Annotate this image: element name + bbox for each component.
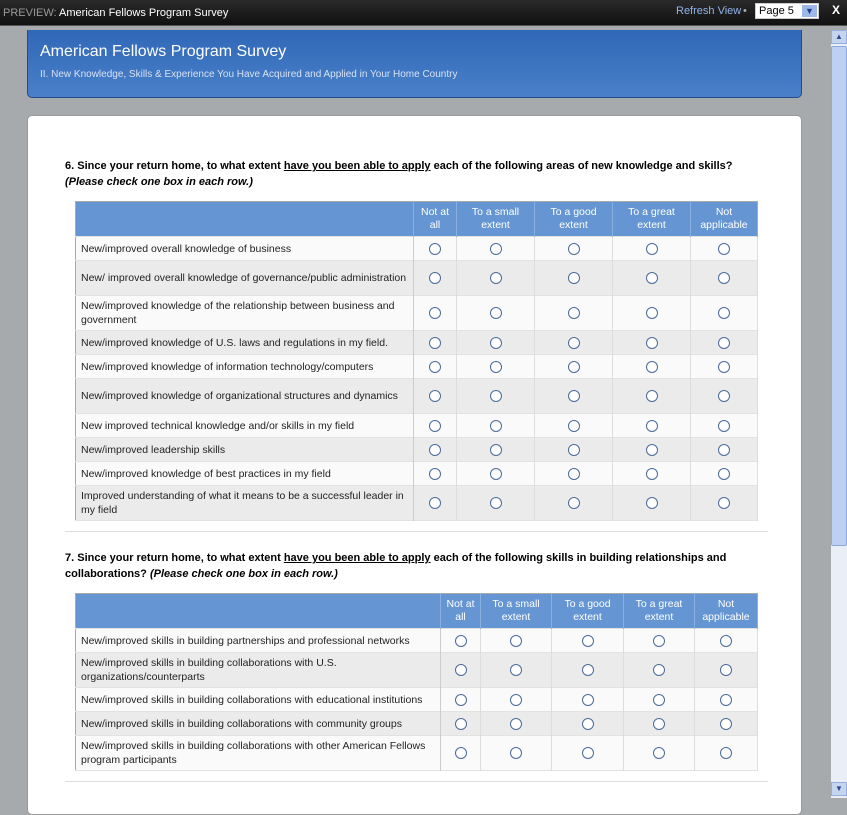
radio-button[interactable] (568, 243, 580, 255)
radio-cell (457, 379, 535, 414)
radio-button[interactable] (510, 747, 522, 759)
divider (65, 781, 768, 782)
radio-cell (624, 736, 695, 771)
survey-header (27, 30, 802, 98)
radio-button[interactable] (582, 718, 594, 730)
radio-button[interactable] (653, 664, 665, 676)
radio-cell (535, 414, 613, 438)
radio-cell (457, 237, 535, 261)
radio-button[interactable] (720, 718, 732, 730)
radio-cell (624, 712, 695, 736)
table-row (76, 331, 758, 355)
close-icon[interactable]: X (831, 3, 840, 17)
header-blank (76, 594, 441, 629)
row-label: New/improved knowledge of U.S. laws and regulations in my field. (76, 331, 414, 355)
radio-button[interactable] (568, 444, 580, 456)
radio-cell (414, 355, 457, 379)
radio-cell (691, 379, 758, 414)
question-6-text (65, 158, 765, 190)
radio-cell (695, 712, 758, 736)
radio-cell (535, 438, 613, 462)
radio-cell (613, 438, 691, 462)
radio-button[interactable] (490, 272, 502, 284)
radio-button[interactable] (429, 243, 441, 255)
radio-cell (552, 736, 624, 771)
q7-note: (Please check one box in each row.) (149, 568, 338, 580)
table-row (76, 653, 758, 688)
radio-button[interactable] (720, 694, 732, 706)
page-select-value: Page 5 (759, 5, 794, 17)
row-label: New/improved skills in building collaborations with U.S. organizations/counterparts (76, 653, 441, 688)
survey-name: American Fellows Program Survey (59, 7, 229, 19)
radio-button[interactable] (510, 664, 522, 676)
radio-cell (613, 462, 691, 486)
radio-cell (457, 414, 535, 438)
column-header: To a small extent (481, 594, 552, 629)
radio-button[interactable] (718, 497, 730, 509)
table-row (76, 296, 758, 331)
radio-cell (414, 462, 457, 486)
row-label: New/improved skills in building partnerships and professional networks (76, 629, 441, 653)
radio-button[interactable] (582, 664, 594, 676)
table-row (76, 688, 758, 712)
radio-cell (481, 712, 552, 736)
row-label: New/improved leadership skills (76, 438, 414, 462)
table-row (76, 712, 758, 736)
radio-button[interactable] (429, 390, 441, 402)
radio-cell (414, 261, 457, 296)
table-row (76, 486, 758, 521)
row-label: New/improved knowledge of the relationship between business and government (76, 296, 414, 331)
radio-cell (613, 379, 691, 414)
column-header: Not at all (441, 594, 481, 629)
radio-cell (481, 736, 552, 771)
radio-button[interactable] (646, 243, 658, 255)
radio-cell (552, 629, 624, 653)
radio-cell (414, 331, 457, 355)
radio-cell (414, 296, 457, 331)
chevron-down-icon: ▼ (802, 5, 817, 17)
row-label: New/improved knowledge of best practices in my field (76, 462, 414, 486)
radio-cell (691, 296, 758, 331)
table-row (76, 237, 758, 261)
radio-button[interactable] (653, 635, 665, 647)
radio-cell (691, 237, 758, 261)
radio-button[interactable] (490, 243, 502, 255)
radio-cell (552, 653, 624, 688)
radio-cell (691, 438, 758, 462)
radio-cell (457, 355, 535, 379)
radio-cell (695, 629, 758, 653)
radio-button[interactable] (718, 307, 730, 319)
radio-cell (535, 237, 613, 261)
scrollbar-thumb[interactable] (831, 46, 847, 546)
table-row (76, 736, 758, 771)
row-label: New/improved skills in building collaborations with other American Fellows program participants (76, 736, 441, 771)
radio-button[interactable] (568, 272, 580, 284)
radio-button[interactable] (429, 307, 441, 319)
radio-button[interactable] (455, 664, 467, 676)
radio-button[interactable] (490, 444, 502, 456)
radio-button[interactable] (429, 420, 441, 432)
radio-cell (535, 486, 613, 521)
radio-cell (613, 237, 691, 261)
radio-cell (624, 653, 695, 688)
scroll-up-icon[interactable]: ▲ (831, 30, 847, 44)
radio-button[interactable] (582, 747, 594, 759)
radio-button[interactable] (510, 694, 522, 706)
radio-button[interactable] (568, 420, 580, 432)
column-header: To a great extent (613, 202, 691, 237)
radio-button[interactable] (429, 337, 441, 349)
radio-button[interactable] (718, 468, 730, 480)
question-panel (27, 115, 802, 815)
radio-button[interactable] (720, 747, 732, 759)
radio-cell (481, 688, 552, 712)
radio-cell (414, 237, 457, 261)
column-header: Not applicable (691, 202, 758, 237)
radio-cell (535, 462, 613, 486)
refresh-view-link[interactable]: Refresh View (676, 5, 742, 17)
table-row (76, 629, 758, 653)
header-blank (76, 202, 414, 237)
row-label: New/improved overall knowledge of business (76, 237, 414, 261)
radio-button[interactable] (568, 497, 580, 509)
radio-cell (613, 355, 691, 379)
radio-cell (695, 688, 758, 712)
separator: • (743, 5, 747, 17)
radio-button[interactable] (653, 718, 665, 730)
radio-cell (457, 261, 535, 296)
radio-button[interactable] (718, 337, 730, 349)
radio-button[interactable] (646, 272, 658, 284)
row-label: New/improved knowledge of organizational structures and dynamics (76, 379, 414, 414)
radio-cell (691, 414, 758, 438)
row-label: New improved technical knowledge and/or skills in my field (76, 414, 414, 438)
table-row (76, 379, 758, 414)
radio-button[interactable] (429, 361, 441, 373)
radio-cell (457, 331, 535, 355)
table-row (76, 355, 758, 379)
radio-button[interactable] (720, 635, 732, 647)
radio-button[interactable] (568, 468, 580, 480)
radio-button[interactable] (653, 747, 665, 759)
radio-button[interactable] (490, 468, 502, 480)
radio-button[interactable] (720, 664, 732, 676)
column-header: To a good extent (535, 202, 613, 237)
preview-toolbar (0, 0, 847, 26)
radio-cell (414, 486, 457, 521)
radio-button[interactable] (455, 718, 467, 730)
radio-button[interactable] (429, 468, 441, 480)
radio-button[interactable] (718, 420, 730, 432)
radio-cell (691, 261, 758, 296)
q7-suffix: each of the following skills in building relationships and collaborations? (65, 552, 727, 580)
table-row (76, 261, 758, 296)
radio-button[interactable] (718, 444, 730, 456)
preview-title (3, 7, 228, 19)
question-6-grid (75, 201, 758, 521)
radio-cell (441, 712, 481, 736)
radio-button[interactable] (568, 337, 580, 349)
radio-cell (613, 486, 691, 521)
radio-button[interactable] (653, 694, 665, 706)
table-row (76, 414, 758, 438)
column-header: To a good extent (552, 594, 624, 629)
q6-emphasis: have you been able to apply (283, 160, 431, 172)
radio-button[interactable] (646, 307, 658, 319)
radio-button[interactable] (568, 390, 580, 402)
radio-cell (457, 462, 535, 486)
column-header: To a great extent (624, 594, 695, 629)
radio-cell (457, 438, 535, 462)
survey-title: American Fellows Program Survey (40, 43, 287, 60)
radio-button[interactable] (718, 272, 730, 284)
radio-button[interactable] (568, 361, 580, 373)
row-label: New/improved skills in building collaborations with community groups (76, 712, 441, 736)
radio-cell (695, 736, 758, 771)
radio-button[interactable] (582, 635, 594, 647)
radio-cell (535, 355, 613, 379)
radio-button[interactable] (510, 718, 522, 730)
scroll-down-icon[interactable]: ▼ (831, 782, 847, 796)
radio-cell (441, 629, 481, 653)
radio-button[interactable] (718, 361, 730, 373)
radio-cell (457, 486, 535, 521)
radio-cell (535, 296, 613, 331)
radio-button[interactable] (429, 272, 441, 284)
radio-button[interactable] (490, 420, 502, 432)
radio-cell (624, 688, 695, 712)
row-label: New/ improved overall knowledge of governance/public administration (76, 261, 414, 296)
radio-cell (414, 414, 457, 438)
row-label: Improved understanding of what it means to be a successful leader in my field (76, 486, 414, 521)
radio-cell (414, 438, 457, 462)
q6-note: (Please check one box in each row.) (65, 176, 253, 188)
row-label: New/improved knowledge of information technology/computers (76, 355, 414, 379)
radio-button[interactable] (510, 635, 522, 647)
radio-button[interactable] (490, 497, 502, 509)
table-row (76, 438, 758, 462)
radio-cell (481, 629, 552, 653)
radio-cell (535, 379, 613, 414)
radio-button[interactable] (646, 420, 658, 432)
question-7-text (65, 550, 765, 582)
row-label: New/improved skills in building collaborations with educational institutions (76, 688, 441, 712)
q7-emphasis: have you been able to apply (283, 552, 431, 564)
radio-button[interactable] (646, 497, 658, 509)
radio-cell (457, 296, 535, 331)
radio-cell (535, 331, 613, 355)
radio-button[interactable] (429, 444, 441, 456)
radio-button[interactable] (646, 468, 658, 480)
radio-button[interactable] (455, 747, 467, 759)
radio-cell (535, 261, 613, 296)
radio-button[interactable] (718, 243, 730, 255)
radio-button[interactable] (490, 361, 502, 373)
radio-cell (691, 462, 758, 486)
radio-cell (414, 379, 457, 414)
radio-cell (552, 712, 624, 736)
radio-button[interactable] (646, 361, 658, 373)
radio-cell (441, 688, 481, 712)
radio-cell (613, 296, 691, 331)
radio-cell (441, 653, 481, 688)
column-header: To a small extent (457, 202, 535, 237)
q7-prefix: 7. Since your return home, to what extent (65, 552, 284, 564)
q6-prefix: 6. Since your return home, to what extent (65, 160, 284, 172)
radio-button[interactable] (455, 694, 467, 706)
radio-cell (691, 355, 758, 379)
radio-cell (613, 414, 691, 438)
radio-button[interactable] (582, 694, 594, 706)
radio-cell (481, 653, 552, 688)
radio-button[interactable] (646, 390, 658, 402)
column-header: Not applicable (695, 594, 758, 629)
table-row (76, 462, 758, 486)
radio-button[interactable] (455, 635, 467, 647)
question-7-grid (75, 593, 758, 771)
radio-button[interactable] (718, 390, 730, 402)
radio-cell (691, 331, 758, 355)
radio-cell (613, 331, 691, 355)
radio-cell (691, 486, 758, 521)
radio-cell (624, 629, 695, 653)
radio-button[interactable] (490, 337, 502, 349)
radio-cell (552, 688, 624, 712)
radio-button[interactable] (646, 337, 658, 349)
radio-cell (441, 736, 481, 771)
radio-cell (695, 653, 758, 688)
radio-button[interactable] (490, 390, 502, 402)
section-subtitle: II. New Knowledge, Skills & Experience You Have Acquired and Applied in Your Home Country (40, 69, 458, 80)
radio-button[interactable] (490, 307, 502, 319)
column-header: Not at all (414, 202, 457, 237)
divider (65, 531, 768, 532)
radio-cell (613, 261, 691, 296)
q6-suffix: each of the following areas of new knowledge and skills? (430, 160, 733, 172)
radio-button[interactable] (646, 444, 658, 456)
radio-button[interactable] (568, 307, 580, 319)
radio-button[interactable] (429, 497, 441, 509)
preview-label: PREVIEW: (3, 7, 57, 19)
page-select[interactable] (755, 3, 819, 19)
scrollbar[interactable] (831, 30, 847, 798)
